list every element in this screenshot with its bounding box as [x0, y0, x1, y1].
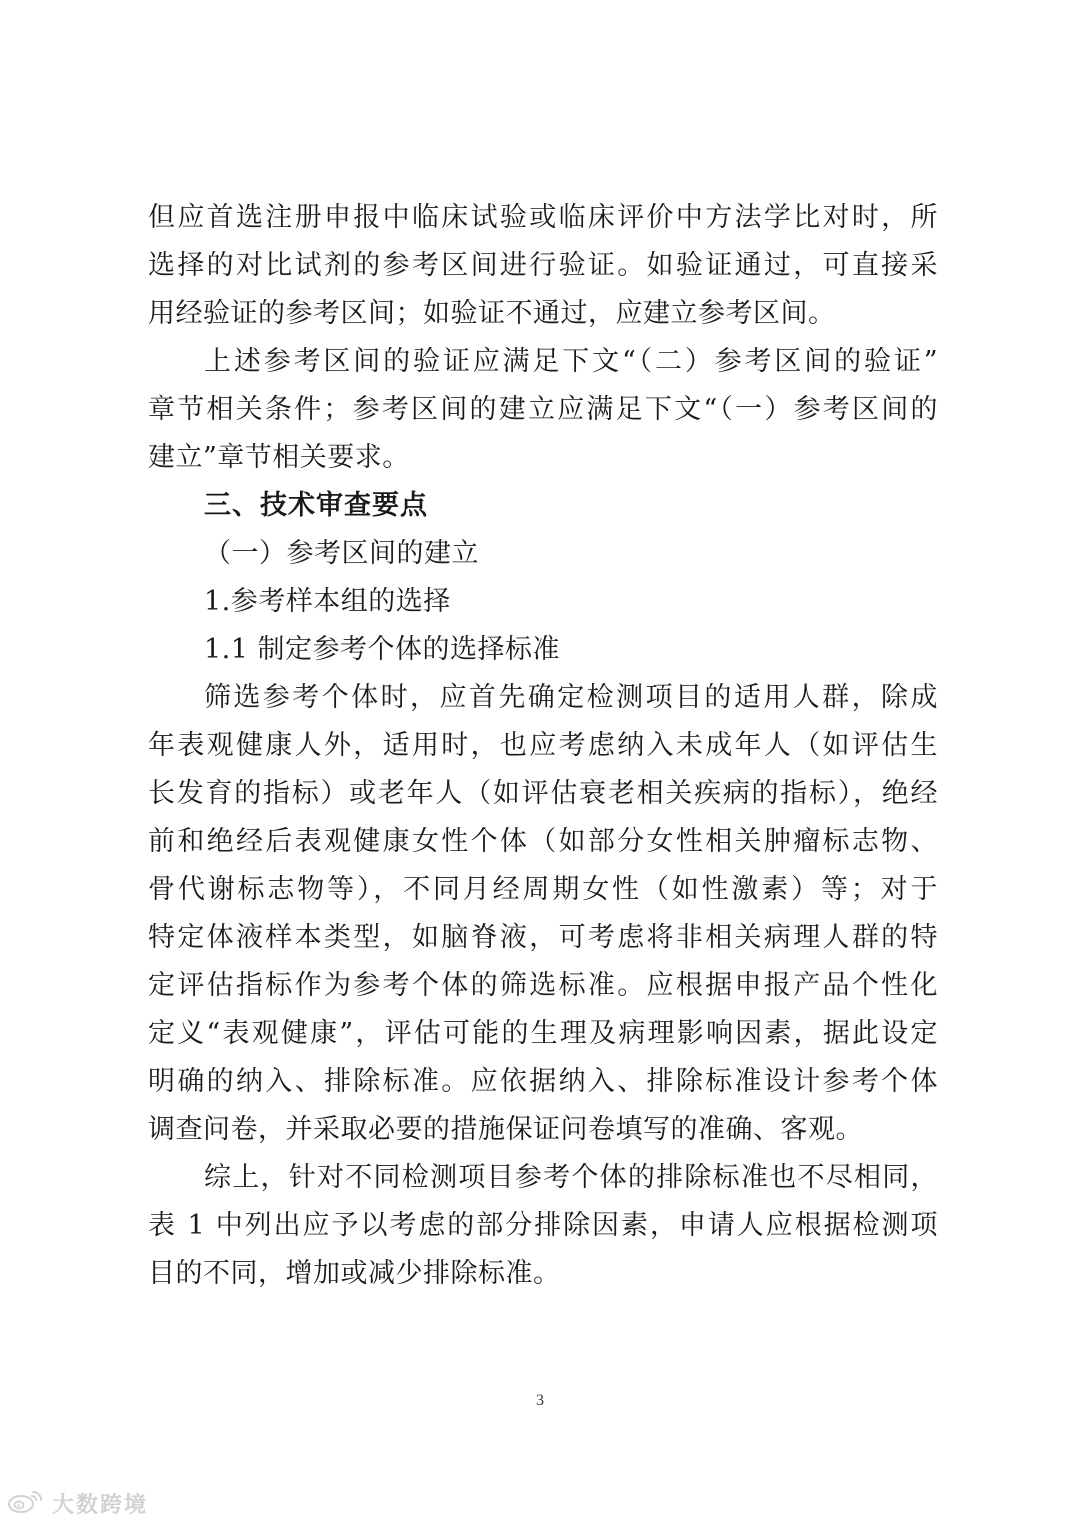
weibo-logo-icon [6, 1487, 46, 1519]
paragraph-line: 调查问卷，并采取必要的措施保证问卷填写的准确、客观。 [148, 1114, 863, 1145]
paragraph-line: 筛选参考个体时，应首先确定检测项目的适用人群，除成 [204, 682, 938, 713]
subsection-heading: （一）参考区间的建立 [204, 538, 479, 569]
paragraph-line: 定评估指标作为参考个体的筛选标准。应根据申报产品个性化 [148, 970, 938, 1001]
section-heading: 三、技术审查要点 [204, 490, 428, 521]
paragraph-line: 长发育的指标）或老年人（如评估衰老相关疾病的指标），绝经 [148, 778, 938, 809]
page-number: 3 [536, 1392, 544, 1409]
paragraph-line: 上述参考区间的验证应满足下文“（二）参考区间的验证” [204, 346, 938, 377]
subitem-heading: 1.1 制定参考个体的选择标准 [204, 634, 561, 665]
paragraph-line: 明确的纳入、排除标准。应依据纳入、排除标准设计参考个体 [148, 1066, 938, 1097]
paragraph-line: 建立”章节相关要求。 [148, 442, 410, 473]
paragraph-line: 年表观健康人外，适用时，也应考虑纳入未成年人（如评估生 [148, 730, 938, 761]
paragraph-line: 章节相关条件；参考区间的建立应满足下文“（一）参考区间的 [148, 394, 938, 425]
watermark-text: 大数跨境 [52, 1492, 149, 1518]
paragraph-line: 目的不同，增加或减少排除标准。 [148, 1258, 561, 1289]
paragraph-line: 用经验证的参考区间；如验证不通过，应建立参考区间。 [148, 298, 836, 329]
paragraph-line: 特定体液样本类型，如脑脊液，可考虑将非相关病理人群的特 [148, 922, 938, 953]
paragraph-line: 定义“表观健康”，评估可能的生理及病理影响因素，据此设定 [148, 1018, 938, 1049]
paragraph-line: 表 1 中列出应予以考虑的部分排除因素，申请人应根据检测项 [148, 1210, 938, 1241]
paragraph-line: 但应首选注册申报中临床试验或临床评价中方法学比对时，所 [148, 202, 938, 233]
paragraph-line: 前和绝经后表观健康女性个体（如部分女性相关肿瘤标志物、 [148, 826, 938, 857]
paragraph-line: 综上，针对不同检测项目参考个体的排除标准也不尽相同， [204, 1162, 938, 1193]
paragraph-line: 骨代谢标志物等），不同月经周期女性（如性激素）等；对于 [148, 874, 938, 905]
watermark [6, 1488, 148, 1518]
item-heading: 1.参考样本组的选择 [204, 586, 451, 617]
paragraph-line: 选择的对比试剂的参考区间进行验证。如验证通过，可直接采 [148, 250, 938, 281]
